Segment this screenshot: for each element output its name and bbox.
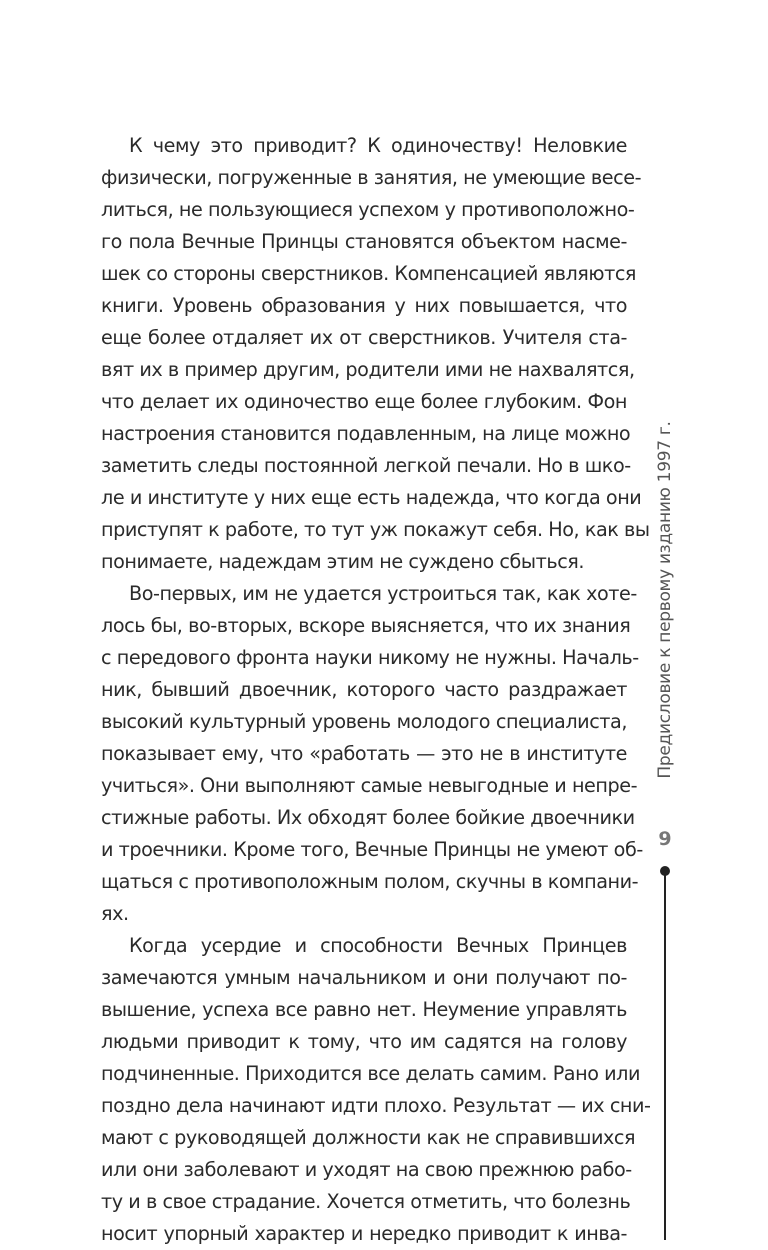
- paragraph-1-line-4: го пола Вечные Принцы становятся объектом насме-: [101, 230, 627, 253]
- paragraph-3-line-6: поздно дела начинают идти плохо. Результат — их сни-: [101, 1094, 651, 1117]
- paragraph-2-line-11: ях.: [101, 902, 129, 925]
- running-head: Предисловие к первому изданию 1997 г.: [655, 421, 675, 779]
- paragraph-2-line-8: стижные работы. Их обходят более бойкие двоечники: [101, 806, 635, 829]
- paragraph-1-line-11: заметить следы постоянной легкой печали. Но в шко-: [101, 454, 631, 477]
- paragraph-2-line-2: лось бы, во-вторых, вскоре выясняется, что их знания: [101, 614, 631, 637]
- paragraph-2-line-5: высокий культурный уровень молодого специалиста,: [101, 710, 627, 733]
- paragraph-1-line-9: что делает их одиночество еще более глубоким. Фон: [101, 390, 627, 413]
- paragraph-3-line-7: мают с руководящей должности как не справившихся: [101, 1126, 636, 1149]
- paragraph-1-line-12: ле и институте у них еще есть надежда, что когда они: [101, 486, 642, 509]
- paragraph-3-line-9: ту и в свое страдание. Хочется отметить, что болезнь: [101, 1190, 631, 1213]
- paragraph-1-line-2: физически, погруженные в занятия, не умеющие весе-: [101, 166, 642, 189]
- body-text: [101, 130, 651, 1250]
- paragraph-1-line-10: настроения становится подавленным, на лице можно: [101, 422, 631, 445]
- paragraph-2-line-6: показывает ему, что «работать — это не в институте: [101, 742, 627, 765]
- paragraph-1-line-13: приступят к работе, то тут уж покажут себя. Но, как вы: [101, 518, 650, 541]
- paragraph-2-line-9: и троечники. Кроме того, Вечные Принцы не умеют об-: [101, 838, 643, 861]
- paragraph-1-line-3: литься, не пользующиеся успехом у противоположно-: [101, 198, 635, 221]
- paragraph-3-line-5: подчиненные. Приходится все делать самим. Рано или: [101, 1062, 641, 1085]
- paragraph-2-line-4: ник, бывший двоечник, которого часто раздражает: [101, 678, 627, 701]
- paragraph-2-line-10: щаться с противоположным полом, скучны в компани-: [101, 870, 639, 893]
- paragraph-1-line-7: еще более отдаляет их от сверстников. Учителя ста-: [101, 326, 627, 349]
- paragraph-2-line-1: Во-первых, им не удается устроиться так, как хоте-: [129, 582, 637, 605]
- paragraph-1-line-5: шек со стороны сверстников. Компенсацией являются: [101, 262, 637, 285]
- paragraph-1-line-1: К чему это приводит? К одиночеству! Неловкие: [129, 134, 627, 157]
- paragraph-3-line-1: Когда усердие и способности Вечных Принцев: [129, 934, 627, 957]
- paragraph-3-line-10: носит упорный характер и нередко приводит к инва-: [101, 1222, 627, 1245]
- paragraph-3-line-8: или они заболевают и уходят на свою прежнюю рабо-: [101, 1158, 632, 1181]
- paragraph-3-line-3: вышение, успеха все равно нет. Неумение управлять: [101, 998, 627, 1021]
- paragraph-1-line-14: понимаете, надеждам этим не суждено сбыться.: [101, 550, 585, 573]
- paragraph-3-line-2: замечаются умным начальником и они получают по-: [101, 966, 627, 989]
- page-number: 9: [658, 828, 672, 850]
- paragraph-2-line-3: с передового фронта науки никому не нужны. Началь-: [101, 646, 639, 669]
- paragraph-1-line-8: вят их в пример другим, родители ими не нахвалятся,: [101, 358, 635, 381]
- paragraph-1-line-6: книги. Уровень образования у них повышается, что: [101, 294, 627, 317]
- paragraph-2-line-7: учиться». Они выполняют самые невыгодные и непре-: [101, 774, 638, 797]
- margin-rule: [664, 871, 666, 1240]
- paragraph-3-line-4: людьми приводит к тому, что им садятся на голову: [101, 1030, 627, 1053]
